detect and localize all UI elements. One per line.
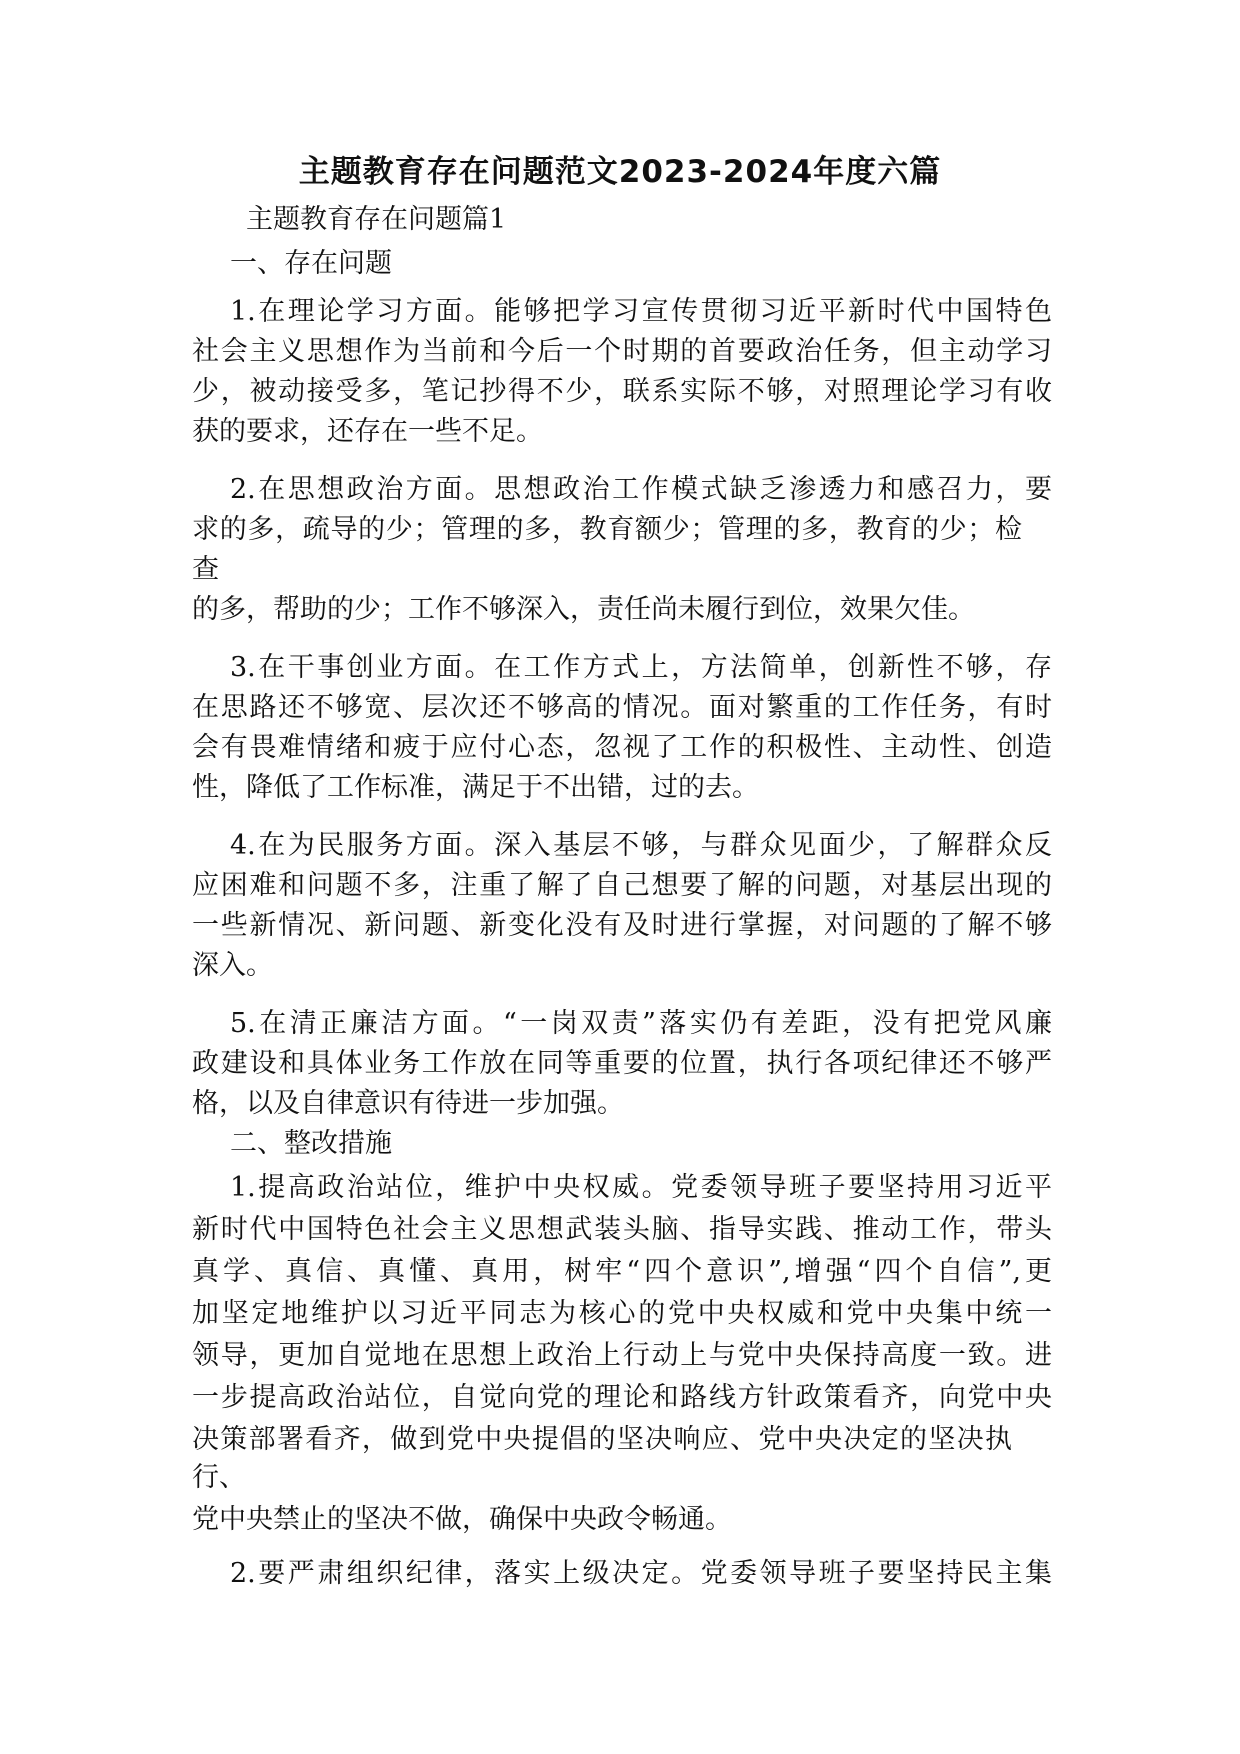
paragraph-line: 3.在干事创业方面。在工作方式上，方法简单，创新性不够，存 bbox=[230, 652, 1052, 683]
paragraph-line: 2.在思想政治方面。思想政治工作模式缺乏渗透力和感召力，要 bbox=[230, 474, 1052, 505]
paragraph-line: 应困难和问题不多，注重了解了自己想要了解的问题，对基层出现的 bbox=[192, 870, 1052, 901]
paragraph-line: 一些新情况、新问题、新变化没有及时进行掌握，对问题的了解不够 bbox=[192, 910, 1052, 941]
paragraph-line: 行、 bbox=[192, 1462, 246, 1493]
paragraph-line: 一步提高政治站位，自觉向党的理论和路线方针政策看齐，向党中央 bbox=[192, 1382, 1052, 1413]
section-heading-measures: 二、整改措施 bbox=[230, 1128, 392, 1159]
paragraph-line: 新时代中国特色社会主义思想武装头脑、指导实践、推动工作，带头 bbox=[192, 1214, 1052, 1245]
paragraph-line: 党中央禁止的坚决不做，确保中央政令畅通。 bbox=[192, 1504, 732, 1535]
paragraph-line: 1.在理论学习方面。能够把学习宣传贯彻习近平新时代中国特色 bbox=[230, 296, 1052, 327]
paragraph-line: 格，以及自律意识有待进一步加强。 bbox=[192, 1088, 624, 1119]
paragraph-line: 在思路还不够宽、层次还不够高的情况。面对繁重的工作任务，有时 bbox=[192, 692, 1052, 723]
paragraph-line: 社会主义思想作为当前和今后一个时期的首要政治任务，但主动学习 bbox=[192, 336, 1052, 367]
paragraph-line: 2.要严肃组织纪律，落实上级决定。党委领导班子要坚持民主集 bbox=[230, 1558, 1052, 1589]
paragraph-line: 政建设和具体业务工作放在同等重要的位置，执行各项纪律还不够严 bbox=[192, 1048, 1052, 1079]
paragraph-line: 深入。 bbox=[192, 950, 273, 981]
paragraph-line: 5.在清正廉洁方面。“一岗双责”落实仍有差距，没有把党风廉 bbox=[230, 1008, 1052, 1039]
paragraph-line: 性，降低了工作标准，满足于不出错，过的去。 bbox=[192, 772, 759, 803]
paragraph-line: 领导，更加自觉地在思想上政治上行动上与党中央保持高度一致。进 bbox=[192, 1340, 1052, 1371]
paragraph-line: 4.在为民服务方面。深入基层不够，与群众见面少，了解群众反 bbox=[230, 830, 1052, 861]
document-subtitle: 主题教育存在问题篇1 bbox=[246, 204, 507, 235]
paragraph-line: 的多，帮助的少；工作不够深入，责任尚未履行到位，效果欠佳。 bbox=[192, 594, 975, 625]
paragraph-line: 真学、真信、真懂、真用，树牢“四个意识”,增强“四个自信”,更 bbox=[192, 1256, 1052, 1287]
paragraph-line: 会有畏难情绪和疲于应付心态，忽视了工作的积极性、主动性、创造 bbox=[192, 732, 1052, 763]
document-title: 主题教育存在问题范文2023-2024年度六篇 bbox=[298, 154, 942, 190]
paragraph-line: 查 bbox=[192, 554, 219, 585]
paragraph-line: 求的多，疏导的少；管理的多，教育额少；管理的多，教育的少；检 bbox=[192, 514, 1022, 545]
paragraph-line: 少，被动接受多，笔记抄得不少，联系实际不够，对照理论学习有收 bbox=[192, 376, 1052, 407]
paragraph-line: 决策部署看齐，做到党中央提倡的坚决响应、党中央决定的坚决执 bbox=[192, 1424, 1012, 1455]
paragraph-line: 加坚定地维护以习近平同志为核心的党中央权威和党中央集中统一 bbox=[192, 1298, 1052, 1329]
paragraph-line: 获的要求，还存在一些不足。 bbox=[192, 416, 543, 447]
section-heading-problems: 一、存在问题 bbox=[230, 248, 392, 279]
paragraph-line: 1.提高政治站位，维护中央权威。党委领导班子要坚持用习近平 bbox=[230, 1172, 1052, 1203]
